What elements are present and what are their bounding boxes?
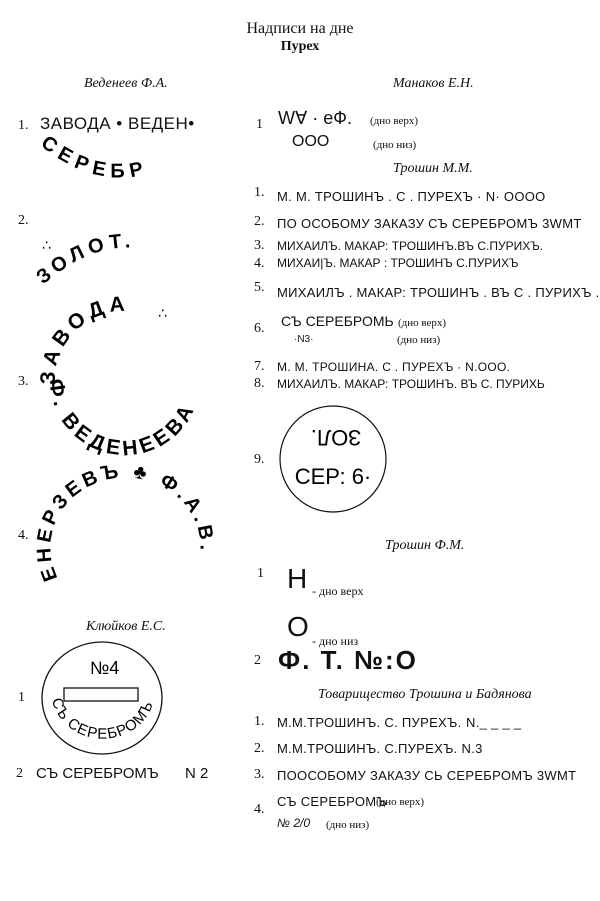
- page-title: Надписи на дне: [246, 20, 354, 37]
- item-number: 8.: [254, 376, 265, 391]
- stamp-arc-top: ЗАВОДА: [36, 292, 131, 386]
- item-number: 4.: [18, 528, 29, 543]
- stamp-ring-enerzev: [28, 458, 218, 618]
- item-number: 3.: [254, 767, 265, 782]
- inscription-text: ПООСОБОМУ ЗАКАЗУ СЬ СЕРЕБРОМЪ 3WMT: [277, 768, 577, 783]
- inscription-note: (дно низ): [326, 819, 370, 831]
- inscription-text: МИХАИЛЪ. МАКАР: ТРОШИНЪ.ВЪ С.ПУРИХЪ.: [277, 239, 544, 253]
- inscription-note: (дно низ): [373, 139, 417, 151]
- item-number: 3.: [254, 238, 265, 253]
- stamp-dots: ∴: [42, 237, 51, 253]
- section-header-kliukov: Клюйков Е.С.: [86, 619, 166, 634]
- inscription-text: СЪ СЕРЕБРОМЬ: [281, 313, 394, 329]
- section-header-manakov: Манаков Е.Н.: [393, 76, 474, 91]
- inscription-suffix: N._ _ _ _: [466, 715, 522, 730]
- seal-top-text: №4: [90, 658, 120, 678]
- stamp-text: [37, 135, 151, 183]
- seal-bottom-text: СЕР: 6·: [294, 464, 372, 489]
- section-header-troshin-fm: Трошин Ф.М.: [385, 538, 465, 553]
- stamp-arc-text: СЕРЕБР: [36, 135, 151, 183]
- item-number: 5.: [254, 280, 265, 295]
- stamp-glyph: Н: [287, 563, 308, 594]
- item-number: 1.: [18, 118, 29, 133]
- inscription-text: ЗАВОДА • ВЕДЕН•: [40, 114, 195, 133]
- item-number: 1: [257, 566, 264, 581]
- stamp-glyph: О: [287, 611, 309, 642]
- inscription-note: (дно верх): [398, 317, 447, 329]
- inscription-text: М.М.ТРОШИНЪ. С.ПУРЕХЪ. N.3: [277, 741, 483, 756]
- seal-top-text: ЗОЛ.: [310, 425, 362, 450]
- item-number: 9.: [254, 452, 265, 467]
- inscription-text: МИХАИЛЪ. МАКАР: ТРОШИНЪ. ВЪ С. ПУРИХЬ: [277, 377, 545, 391]
- inscription-note: - дно верх: [312, 584, 364, 598]
- item-number: 2.: [18, 213, 29, 228]
- item-number: 2.: [254, 741, 265, 756]
- item-number: 2: [254, 653, 261, 668]
- seal-zol-ser: [272, 404, 397, 514]
- item-number: 7.: [254, 359, 265, 374]
- section-header-partnership: Товарищество Трошина и Бадянова: [318, 687, 532, 702]
- inscription-text: ПО ОСОБОМУ ЗАКАЗУ СЪ СЕРЕБРОМЪ 3WMT: [277, 216, 582, 231]
- item-number: 4.: [254, 802, 265, 817]
- section-header-vedeneev: Веденеев Ф.А.: [84, 76, 168, 91]
- inscription-text: М. М. ТРОШИНА. С . ПУРЕХЪ · N.OOO.: [277, 360, 511, 374]
- stamp-text: [44, 377, 200, 460]
- item-number: 1.: [254, 714, 265, 729]
- page-subtitle: Пурех: [280, 39, 320, 54]
- stamp-text: [48, 696, 157, 743]
- inscription-suffix: N 2: [185, 765, 209, 782]
- inscription-text: № 2/0: [277, 816, 311, 830]
- item-number: 1: [256, 117, 263, 132]
- inscription-text: МИХАИ|Ъ. МАКАР : ТРОШИНЪ С.ПУРИХЪ: [277, 256, 519, 270]
- item-number: 1.: [254, 185, 265, 200]
- stamp-arc-zoloto: [28, 215, 218, 295]
- stamp-ring-zavoda-vedeneeva: [30, 290, 220, 460]
- inscription-note: (дно верх): [376, 796, 425, 808]
- seal-bottom-text: СЪ СЕРЕБРОМЪ: [47, 695, 158, 743]
- inscription-text: М. М. ТРОШИНЪ . С . ПУРЕХЪ · N· OOOO: [277, 189, 546, 204]
- stamp-arc-text: ЕНЕРЗЕВЪ ♣ Ф.А.В.: [33, 460, 218, 585]
- stamp-text: Ф. Т. №:О: [278, 645, 418, 675]
- inscription-text: W∀ · еФ.: [278, 108, 352, 128]
- stamp-text: [36, 292, 130, 385]
- item-number: 4.: [254, 256, 265, 271]
- stamp-arc-serebr: [20, 135, 220, 205]
- seal-outline: [280, 406, 386, 512]
- stamp-dots: ∴: [158, 305, 167, 321]
- inscription-text: МИХАИЛЪ . МАКАР: ТРОШИНЪ . ВЪ С . ПУРИХЪ .: [277, 285, 600, 300]
- inscription-note: (дно низ): [397, 334, 441, 346]
- inscription-note: (дно верх): [370, 115, 419, 127]
- item-number: 1: [18, 690, 25, 705]
- inscription-text: ·N3·: [294, 334, 314, 345]
- stamp-arc-bottom: Ф. ВЕДЕНЕЕВА: [44, 377, 201, 460]
- inscription-text: OOO: [292, 133, 330, 150]
- section-header-troshin-mm: Трошин М.М.: [393, 161, 473, 176]
- seal-kliukov: [38, 638, 168, 758]
- item-number: 6.: [254, 321, 265, 336]
- inscription-text: СЪ СЕРЕБРОМЪ: [36, 765, 159, 782]
- item-number: 2: [16, 766, 23, 781]
- inscription-note: - дно низ: [312, 634, 359, 648]
- seal-plate: [64, 688, 138, 701]
- item-number: 2.: [254, 214, 265, 229]
- stamp-text: [33, 460, 218, 584]
- inscription-text: М.М.ТРОШИНЪ. С. ПУРЕХЪ.: [277, 715, 462, 730]
- stamp-arc-text: ЗОЛОТ.: [32, 230, 136, 289]
- item-number: 3.: [18, 374, 29, 389]
- inscription-text: СЪ СЕРЕБРОМЪ: [277, 794, 387, 809]
